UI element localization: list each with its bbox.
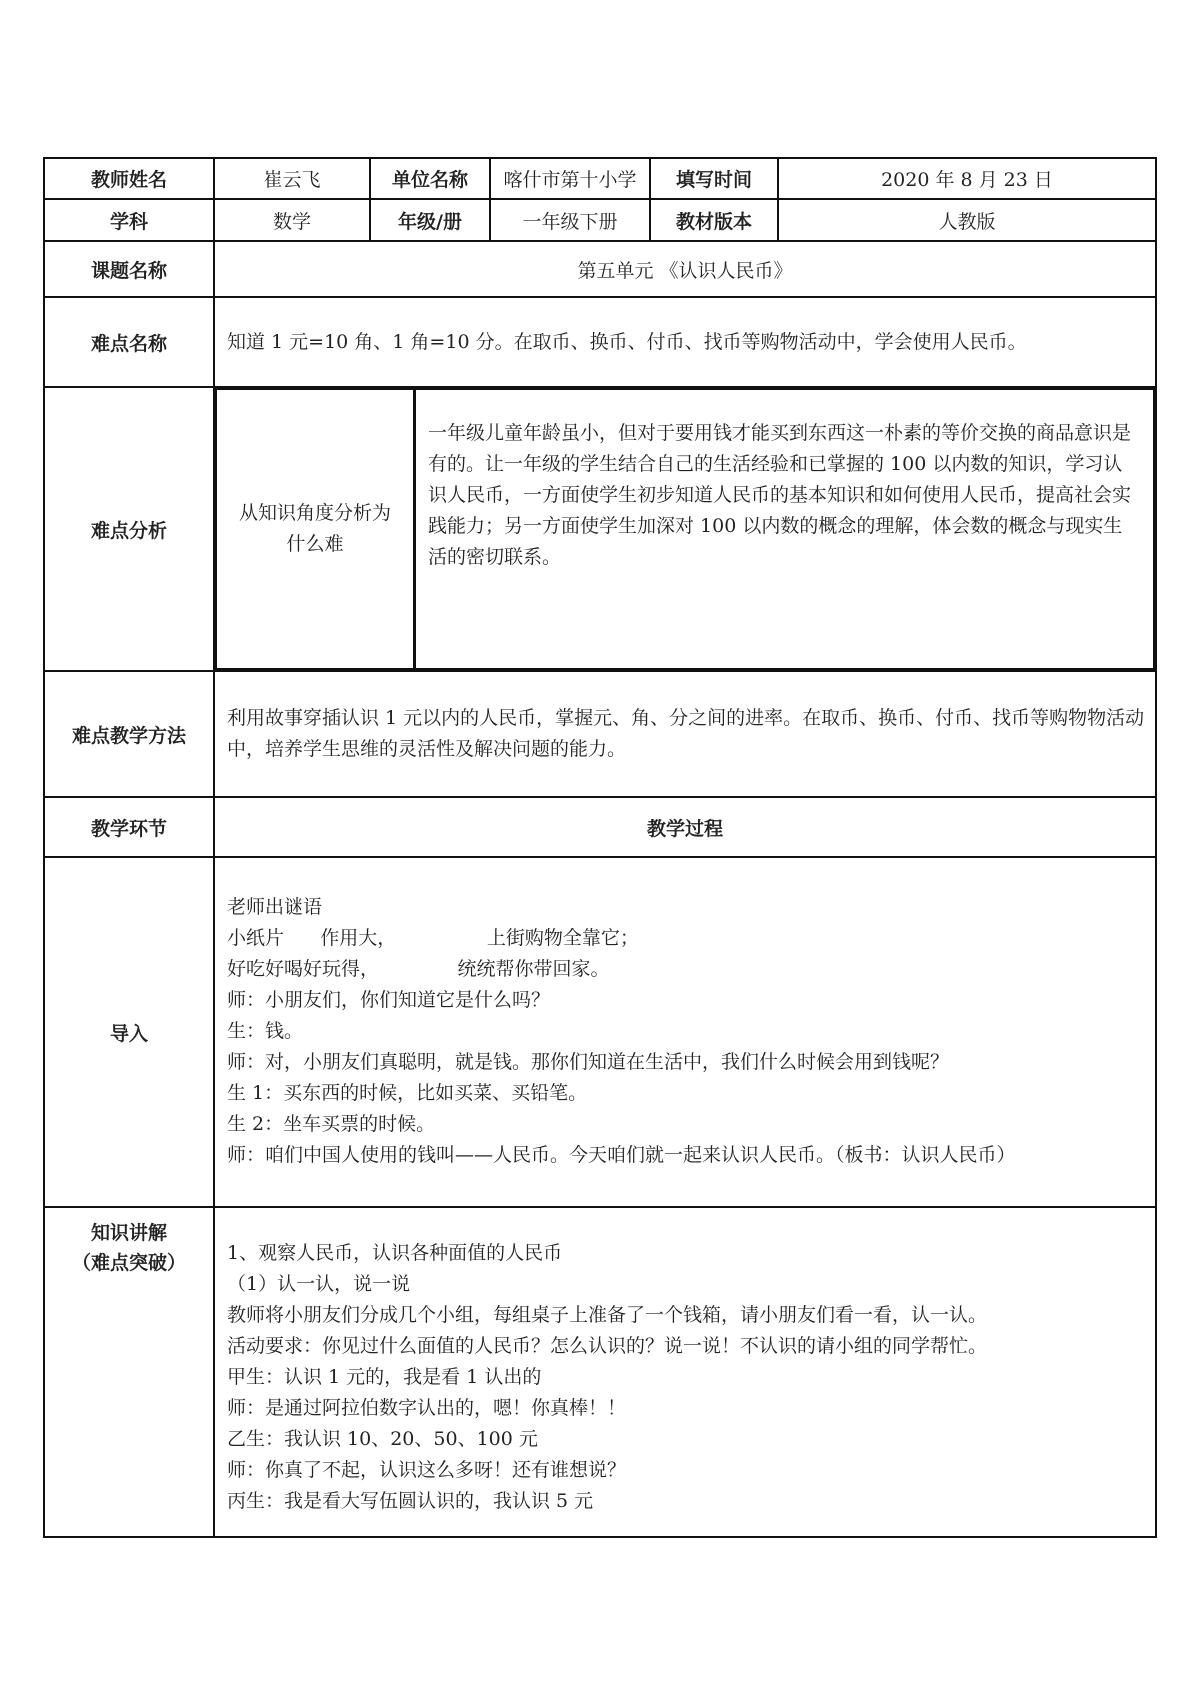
- header-row-1: [44, 158, 1156, 199]
- stage-label: 教学环节: [44, 797, 214, 857]
- knowledge-line: （1）认一认，说一说: [227, 1273, 411, 1295]
- header-row-2: [44, 199, 1156, 241]
- grade-value: 一年级下册: [490, 199, 650, 241]
- analysis-sub-label: 从知识角度分析为什么难: [216, 389, 415, 669]
- intro-line: 好吃好喝好玩得， 统统帮你带回家。: [227, 958, 610, 980]
- topic-row: [44, 241, 1156, 297]
- date-label: 填写时间: [650, 158, 778, 199]
- knowledge-line: 活动要求：你见过什么面值的人民币？怎么认识的？说一说！不认识的请小组的同学帮忙。: [227, 1335, 988, 1357]
- process-title: 教学过程: [214, 797, 1156, 857]
- intro-content: [214, 857, 1156, 1207]
- analysis-row: [44, 387, 1156, 671]
- intro-line: 生 1：买东西的时候，比如买菜、买铅笔。: [227, 1082, 588, 1104]
- knowledge-line: 乙生：我认识 10、20、50、100 元: [227, 1428, 538, 1450]
- knowledge-line: 师：你真了不起，认识这么多呀！还有谁想说？: [227, 1459, 627, 1481]
- method-label: 难点教学方法: [44, 671, 214, 797]
- knowledge-label: [44, 1207, 214, 1537]
- unit-label: 单位名称: [370, 158, 490, 199]
- method-text: 利用故事穿插认识 1 元以内的人民币，掌握元、角、分之间的进率。在取币、换币、付币、找币等购物物活动中，培养学生思维的灵活性及解决问题的能力。: [214, 671, 1156, 797]
- knowledge-line: 教师将小朋友们分成几个小组，每组桌子上准备了一个钱箱，请小朋友们看一看，认一认。: [227, 1304, 988, 1326]
- subject-value: 数学: [214, 199, 370, 241]
- intro-line: 小纸片 作用大， 上街购物全靠它；: [227, 927, 639, 949]
- intro-label: 导入: [44, 857, 214, 1207]
- analysis-inner-table: [215, 388, 1155, 670]
- knowledge-row: [44, 1207, 1156, 1537]
- knowledge-label-line1: 知识讲解: [90, 1222, 167, 1244]
- knowledge-line: 师：是通过阿拉伯数字认出的，嗯！你真棒！！: [227, 1397, 627, 1419]
- knowledge-line: 1、观察人民币，认识各种面值的人民币: [227, 1242, 563, 1264]
- teacher-label: 教师姓名: [44, 158, 214, 199]
- difficulty-row: [44, 297, 1156, 387]
- intro-line: 师：咱们中国人使用的钱叫——人民币。今天咱们就一起来认识人民币。（板书：认识人民币）: [227, 1144, 1016, 1166]
- date-value: 2020 年 8 月 23 日: [778, 158, 1156, 199]
- intro-line: 老师出谜语: [227, 896, 323, 918]
- intro-row: [44, 857, 1156, 1207]
- knowledge-line: 甲生：认识 1 元的，我是看 1 认出的: [227, 1366, 542, 1388]
- topic-label: 课题名称: [44, 241, 214, 297]
- analysis-label: 难点分析: [44, 387, 214, 671]
- intro-lines: [227, 892, 1145, 1171]
- knowledge-label-line2: （难点突破）: [71, 1252, 186, 1274]
- topic-value: 第五单元 《认识人民币》: [214, 241, 1156, 297]
- lesson-plan-sheet: [43, 157, 1155, 1538]
- grade-label: 年级/册: [370, 199, 490, 241]
- knowledge-content: [214, 1207, 1156, 1537]
- method-row: [44, 671, 1156, 797]
- lesson-plan-table: [43, 157, 1157, 1538]
- edition-label: 教材版本: [650, 199, 778, 241]
- teacher-value: 崔云飞: [214, 158, 370, 199]
- intro-line: 师：小朋友们，你们知道它是什么吗？: [227, 989, 551, 1011]
- subject-label: 学科: [44, 199, 214, 241]
- intro-line: 生：钱。: [227, 1020, 304, 1042]
- analysis-text: 一年级儿童年龄虽小，但对于要用钱才能买到东西这一朴素的等价交换的商品意识是有的。让一年级的学生结合自己的生活经验和已掌握的 100 以内数的知识，学习认识人民币，一方面使学生初步知道人民币的基本知识和如何使用人民币，提高社会实践能力；另一方面使学生加深对 100 以内数的概念的理解，体会数的概念与现实生活的密切联系。: [415, 389, 1155, 669]
- analysis-body: [214, 387, 1156, 671]
- edition-value: 人教版: [778, 199, 1156, 241]
- unit-value: 喀什市第十小学: [490, 158, 650, 199]
- process-header-row: [44, 797, 1156, 857]
- intro-line: 师：对，小朋友们真聪明，就是钱。那你们知道在生活中，我们什么时候会用到钱呢？: [227, 1051, 950, 1073]
- knowledge-line: 丙生：我是看大写伍圆认识的，我认识 5 元: [227, 1490, 594, 1512]
- difficulty-label: 难点名称: [44, 297, 214, 387]
- intro-line: 生 2：坐车买票的时候。: [227, 1113, 436, 1135]
- knowledge-lines: [227, 1238, 1145, 1517]
- difficulty-value: 知道 1 元=10 角、1 角=10 分。在取币、换币、付币、找币等购物活动中，学会使用人民币。: [214, 297, 1156, 387]
